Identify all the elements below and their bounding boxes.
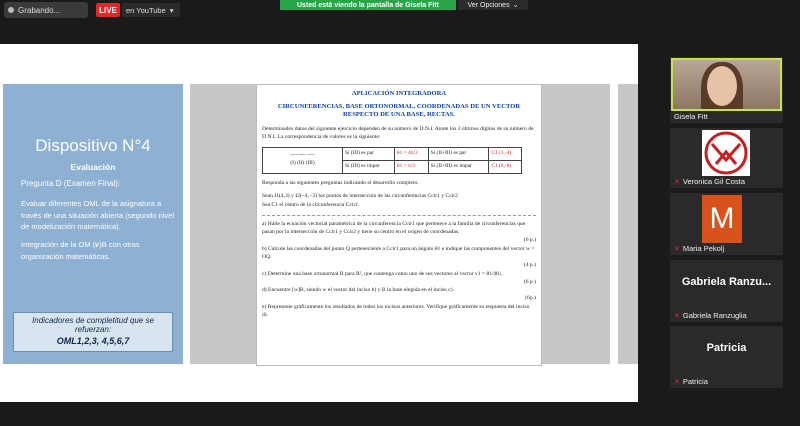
participant-name: ✕ Maria Pekolj bbox=[674, 244, 725, 253]
indicators-values: OML1,2,3, 4,5,6,7 bbox=[56, 336, 130, 346]
document-points: Sean I1(4,3) y I2(−4,−3) los puntos de intersección de las circunferencias Ccir1 y Ccir2 bbox=[262, 192, 458, 199]
cell-2: Si (II+III) es par bbox=[428, 147, 489, 160]
view-options-label: Ver Opciones bbox=[467, 1, 510, 9]
participant-tile-active[interactable] bbox=[670, 57, 783, 123]
participant-display-name: Gabriela Ranzu... bbox=[681, 276, 772, 288]
recording-dot-icon bbox=[8, 7, 14, 13]
youtube-menu[interactable] bbox=[122, 3, 180, 17]
participant-name: ✕ Gabriela Ranzuglia bbox=[674, 311, 747, 320]
indicators-label: Indicadores de completitud que se refuerzan: bbox=[32, 316, 154, 334]
person-face bbox=[707, 66, 737, 106]
document-instruction: Responda a las siguientes preguntas indicando el desarrollo completo. bbox=[262, 179, 419, 186]
dni-blanks: ---- ---- ---- bbox=[290, 152, 315, 159]
participant-logo bbox=[702, 130, 750, 176]
cell-2-value: C1 (3,-4) bbox=[489, 147, 522, 160]
document-center: Sea C1 el centro de la circunferencia Ccir1. bbox=[262, 201, 360, 208]
share-banner: Usted está viendo la pantalla de Gisela Fitt bbox=[280, 0, 456, 10]
cell-4: Si (II+III) es impar bbox=[428, 160, 489, 173]
participant-video bbox=[671, 58, 782, 111]
live-badge[interactable]: LIVE bbox=[96, 3, 120, 17]
exercise-document bbox=[256, 84, 542, 366]
participant-tile[interactable] bbox=[670, 260, 783, 322]
participant-name: Gisela Fitt bbox=[674, 112, 708, 121]
item-b: b) Calcule las coordenadas del punto Q perteneciente a Ccir1 para un ángulo θ1 e indique las componentes del vector w = OQ. bbox=[262, 246, 535, 261]
cell-1: Si (III) es par bbox=[343, 147, 395, 160]
chevron-down-icon: ▾ bbox=[169, 5, 174, 15]
document-title: APLICACIÓN INTEGRADORA bbox=[351, 90, 447, 97]
top-bar bbox=[0, 0, 800, 20]
points-d: (6p.) bbox=[525, 294, 536, 301]
view-options-button[interactable] bbox=[458, 0, 528, 10]
points-b: (4 p.) bbox=[523, 262, 536, 269]
dni-table bbox=[262, 147, 522, 174]
cell-3-value: θ1 = π/3 bbox=[395, 160, 429, 173]
document-intro: Determinados datos del siguiente ejercicio dependen de su número de D.N.I. Anote los 3 últimos dígitos de su número de D.N.I. La correspondencia de valores es la siguiente: bbox=[262, 125, 534, 140]
participant-tile[interactable] bbox=[670, 326, 783, 388]
points-c: (6 p.) bbox=[523, 278, 536, 285]
participant-display-name: Patricia bbox=[706, 342, 747, 354]
slide-heading: Dispositivo N°4 bbox=[35, 136, 151, 155]
recording-label: Grabando... bbox=[18, 5, 61, 15]
slide-paragraph-2: Integración de la OM (𝒗)B con otras organización matemáticas. bbox=[21, 239, 140, 261]
slide-paragraph-1: Evaluar diferentes OML de la asignatura a través de una situación abierta (segundo nivel de modelización matemática). bbox=[21, 199, 175, 232]
mic-off-icon: ✕ bbox=[674, 245, 680, 253]
indicators-box bbox=[13, 312, 173, 352]
item-e: e) Represente gráficamente los resultados de todos los incisos anteriores. Verifique gráficamente su respuesta del inciso d). bbox=[262, 303, 530, 319]
participant-tile[interactable] bbox=[670, 128, 783, 188]
chevron-down-icon: ⌄ bbox=[512, 2, 519, 9]
recording-indicator[interactable] bbox=[4, 2, 88, 18]
points-a: (6 p.) bbox=[523, 237, 536, 244]
cell-1-value: θ1 = 4π/3 bbox=[395, 147, 429, 160]
dni-labels: (I) (II) (III) bbox=[290, 160, 315, 167]
mic-off-icon: ✕ bbox=[674, 178, 680, 186]
right-strip bbox=[618, 84, 638, 364]
participant-name: ✕ Patricia bbox=[674, 377, 708, 386]
participant-tile[interactable] bbox=[670, 193, 783, 255]
mic-off-icon: ✕ bbox=[674, 378, 680, 386]
cell-3: Si (III) es impar bbox=[343, 160, 395, 173]
document-subtitle: CIRCUNFERENCIAS, BASE ORTONORMAL, COORDENADAS DE UN VECTOR RESPECTO DE UNA BASE, RECTAS. bbox=[277, 102, 521, 119]
item-c: c) Determine una base ortonormal B para R², que contenga como uno de sus vectores al vector v1 = θ1/|θ1|. bbox=[262, 270, 503, 277]
youtube-label: en YouTube bbox=[126, 5, 166, 15]
mic-off-icon: ✕ bbox=[674, 312, 680, 320]
item-a: a) Halle la ecuación vectorial paramétrica de la circunferencia Ccir1 que pertenece a la familia de circunferencias que pasan por la intersección de Ccir1 y Ccir2 y tiene su centro en el origen de coordenadas. bbox=[262, 215, 536, 236]
item-d: d) Encuentre [w]B, siendo w el vector del inciso b) y B la base elegida en el inciso c). bbox=[262, 286, 454, 293]
cell-4-value: C1 (6,-8) bbox=[489, 160, 522, 173]
avatar: M bbox=[702, 195, 742, 243]
slide-eval-title: Evaluación bbox=[70, 162, 116, 172]
red-logo-icon bbox=[702, 130, 750, 176]
slide-question: Pregunta D (Examen Final): bbox=[21, 179, 121, 188]
participant-name: ✕ Veronica Gil Costa bbox=[674, 177, 745, 186]
slide-left-panel bbox=[3, 84, 183, 364]
